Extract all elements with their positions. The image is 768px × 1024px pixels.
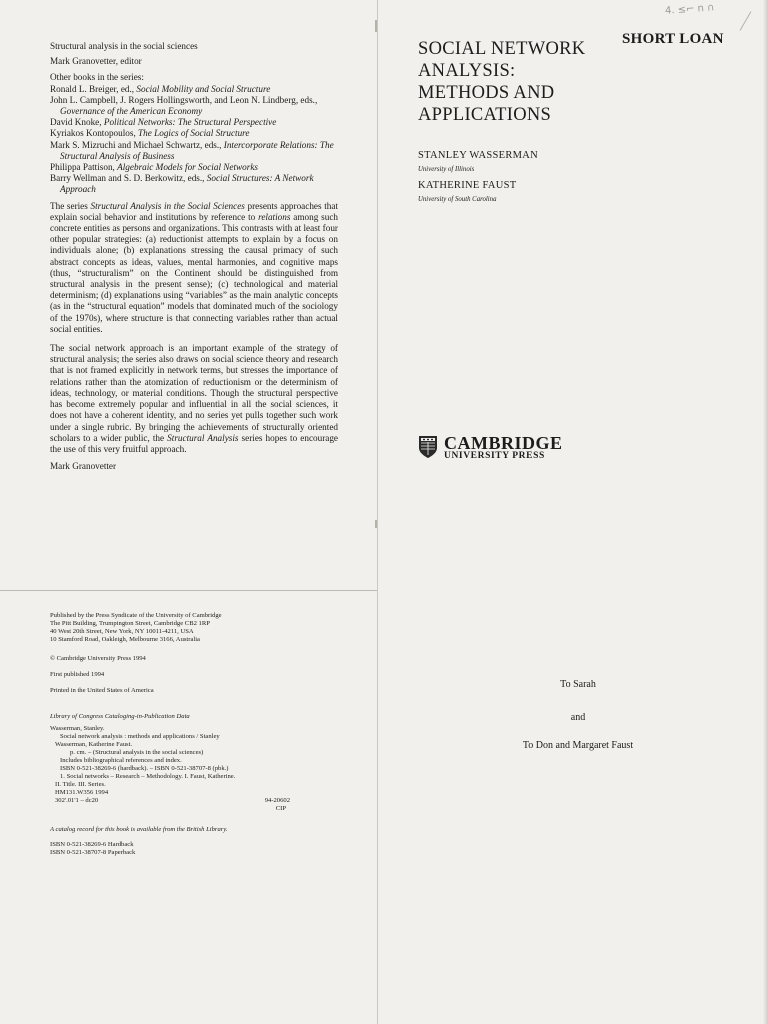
isbn-paperback: ISBN 0-521-38707-8 Paperback — [50, 849, 136, 856]
author-affiliation: University of South Carolina — [418, 196, 497, 203]
title-line: APPLICATIONS — [418, 105, 552, 125]
cip-dewey: 302'.01'1 – dc20 — [55, 797, 99, 804]
author-name: KATHERINE FAUST — [418, 180, 517, 191]
author-name: STANLEY WASSERMAN — [418, 150, 539, 161]
publisher-line: Published by the Press Syndicate of the University of Cambridge — [50, 612, 222, 619]
cip-dewey-row — [50, 797, 340, 805]
cip-includes: Includes bibliographical references and index. — [60, 757, 182, 764]
cip-number: 94-20602 — [264, 797, 290, 804]
book-item: Mark S. Mizruchi and Michael Schwartz, eds., Intercorporate Relations: The Structural Analysis of Business — [50, 139, 334, 161]
book-item: David Knoke, Political Networks: The Structural Perspective — [50, 117, 277, 128]
series-title: Structural analysis in the social sciences — [50, 41, 198, 51]
cip-label: CIP — [275, 805, 286, 812]
publisher-press: UNIVERSITY PRESS — [444, 451, 545, 461]
other-books-heading: Other books in the series: — [50, 72, 144, 83]
title-line: METHODS AND — [418, 83, 555, 103]
scan-mark — [375, 20, 377, 32]
short-loan-stamp: SHORT LOAN — [622, 31, 724, 47]
series-page — [50, 41, 338, 472]
cip-label-row — [50, 805, 340, 813]
page-edge-shadow — [763, 0, 768, 1024]
catalog-note: A catalog record for this book is available from the British Library. — [50, 826, 228, 833]
scan-mark — [740, 11, 752, 31]
handwritten-shelfmark: 4. ≤⌐ n ∩ — [664, 2, 715, 17]
copyright-line: © Cambridge University Press 1994 — [50, 655, 146, 662]
cambridge-shield-icon — [418, 435, 438, 459]
author-affiliation: University of Illinois — [418, 166, 475, 173]
publisher-name: CAMBRIDGE — [444, 433, 563, 453]
first-published-line: First published 1994 — [50, 671, 105, 678]
book-item: Ronald L. Breiger, ed., Social Mobility and Social Structure — [50, 83, 271, 94]
dedication-and: and — [570, 712, 586, 723]
book-item: Philippa Pattison, Algebraic Models for Social Networks — [50, 162, 258, 173]
publisher-line: 40 West 20th Street, New York, NY 10011-4211, USA — [50, 628, 194, 635]
isbn-hardback: ISBN 0-521-38269-6 Hardback — [50, 841, 134, 848]
cip-isbn: ISBN 0-521-38269-6 (hardback). – ISBN 0-521-38707-8 (pbk.) — [60, 765, 229, 772]
series-description-paragraph: The series Structural Analysis in the Social Sciences presents approaches that explain social behavior and institutions by reference to relations among such concrete entities as persons and organizations. This contrasts with at least four other popular strategies: (a) reductionist attempts to explain by a focus on individuals alone; (b) explanations stressing the causal primacy of such abstract concepts as ideas, values, mental harmonies, and cognitive maps (thus, “structuralism” on the Continent should be distinguished from structural analysis in the present sense); (c) technological and material determinism; (d) explanations using “variables” as the main analytic concepts (as in the “structural equation” models that dominated much of the sociology of the 1970s), where structure is that connecting variables rather than actual social entities. — [50, 200, 338, 334]
dedication-line: To Sarah — [560, 679, 596, 690]
book-item: Kyriakos Kontopoulos, The Logics of Social Structure — [50, 128, 250, 139]
scan-mark — [375, 520, 377, 528]
cip-classmark: HM131.W356 1994 — [55, 789, 109, 796]
page-gutter-vertical — [377, 0, 378, 1024]
title-line: ANALYSIS: — [418, 61, 516, 81]
cip-subject: 1. Social networks – Research – Methodology. I. Faust, Katherine. — [60, 773, 236, 780]
book-title — [418, 38, 585, 126]
isbn-block — [50, 841, 340, 857]
series-editor: Mark Granovetter, editor — [50, 56, 142, 67]
publisher-line: 10 Stamford Road, Oakleigh, Melbourne 3166, Australia — [50, 636, 200, 643]
cip-title-line: Social network analysis : methods and applications / Stanley — [60, 733, 220, 740]
cip-title-line: Wasserman, Katherine Faust. — [55, 741, 133, 748]
cip-series: II. Title. III. Series. — [55, 781, 106, 788]
title-line: SOCIAL NETWORK — [418, 39, 586, 59]
editor-signature: Mark Granovetter — [50, 461, 117, 472]
cip-author: Wasserman, Stanley. — [50, 725, 105, 732]
publisher-address-block — [50, 612, 340, 644]
cip-block — [50, 713, 340, 813]
book-item: John L. Campbell, J. Rogers Hollingsworth, and Leon N. Lindberg, eds., Governance of the American Economy — [50, 94, 318, 117]
printed-line: Printed in the United States of America — [50, 687, 154, 694]
network-approach-paragraph: The social network approach is an important example of the strategy of structural analysis; the series also draws on social science theory and research that is not framed explicitly in network terms, but stresses the importance of relations rather than the atomization of reductionism or the determinism of ideas, technology, or material conditions. Though the structural perspective has become extremely popular and influential in all the social sciences, it does not have a coherent identity, and no series yet pulls together such work under a single rubric. By bringing the achievements of structurally oriented scholars to a wider public, the Structural Analysis series hopes to encourage the use of this very fruitful approach. — [50, 343, 339, 454]
book-list — [50, 84, 338, 196]
book-item: Barry Wellman and S. D. Berkowitz, eds., Social Structures: A Network Approach — [50, 173, 314, 195]
dedication-line: To Don and Margaret Faust — [522, 740, 634, 751]
page-gutter-horizontal — [0, 590, 377, 591]
cip-physical: p. cm. – (Structural analysis in the social sciences) — [70, 749, 204, 756]
publisher-line: The Pitt Building, Trumpington Street, Cambridge CB2 1RP — [50, 620, 210, 627]
cip-heading: Library of Congress Cataloging-in-Publication Data — [50, 713, 190, 720]
